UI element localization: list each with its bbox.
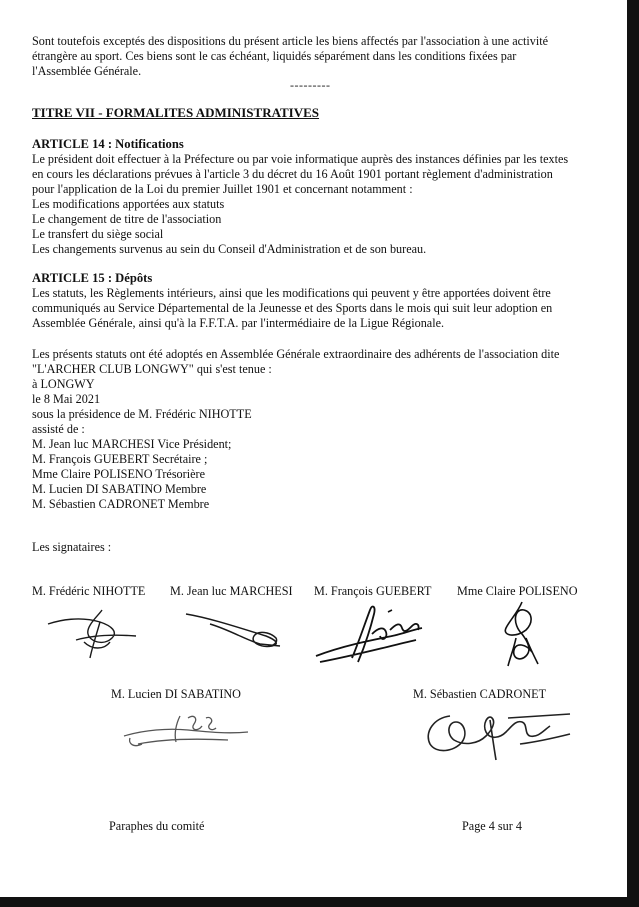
signataires-label: Les signataires :: [32, 540, 112, 554]
article-14: [32, 137, 608, 257]
adoption-line: le 8 Mai 2021: [32, 392, 101, 406]
signature-nihotte: [40, 606, 150, 661]
adoption-line: à LONGWY: [32, 377, 95, 391]
section-title: TITRE VII - FORMALITES ADMINISTRATIVES: [32, 105, 320, 120]
adoption-line: M. François GUEBERT Secrétaire ;: [32, 452, 208, 466]
signature-poliseno: [492, 598, 552, 670]
page-shadow-bottom: [0, 897, 639, 907]
adoption-line: M. Sébastien CADRONET Membre: [32, 497, 210, 511]
signatory-name: M. Lucien DI SABATINO: [111, 687, 241, 701]
signature-di-sabatino: [118, 708, 253, 754]
signatory-name: M. Sébastien CADRONET: [413, 687, 547, 701]
signatory-name: M. Jean luc MARCHESI: [170, 584, 293, 598]
section-separator: ---------: [290, 78, 331, 92]
article-heading: ARTICLE 15 : Dépôts: [32, 271, 153, 285]
signatory-name: M. Frédéric NIHOTTE: [32, 584, 146, 598]
intro-paragraph: [32, 34, 608, 79]
signatory-name: Mme Claire POLISENO: [457, 584, 578, 598]
page-number: Page 4 sur 4: [462, 819, 522, 833]
signature-guebert: [312, 600, 442, 670]
intro-line: l'Assemblée Générale.: [32, 64, 142, 78]
paragraph-line: Assemblée Générale, ainsi qu'à la F.F.T.A. par l'intermédiaire de la Ligue Régionale.: [32, 316, 445, 330]
adoption-line: sous la présidence de M. Frédéric NIHOTTE: [32, 407, 252, 421]
paragraph-line: pour l'application de la Loi du premier Juillet 1901 et concernant notamment :: [32, 182, 413, 196]
signature-marchesi: [180, 606, 290, 656]
paragraph-line: communiqués au Service Départemental de la Jeunesse et des Sports dans le mois qui suit leur adoption en: [32, 301, 553, 315]
list-item: Le transfert du siège social: [32, 227, 164, 241]
adoption-line: M. Jean luc MARCHESI Vice Président;: [32, 437, 232, 451]
footer-paraphes: Paraphes du comité: [109, 819, 205, 833]
article-heading: ARTICLE 14 : Notifications: [32, 137, 184, 151]
signatory-name: M. François GUEBERT: [314, 584, 432, 598]
adoption-line: "L'ARCHER CLUB LONGWY" qui s'est tenue :: [32, 362, 272, 376]
adoption-line: Les présents statuts ont été adoptés en Assemblée Générale extraordinaire des adhérents de l'association dite: [32, 347, 560, 361]
signature-cadronet: [420, 704, 580, 764]
list-item: Le changement de titre de l'association: [32, 212, 222, 226]
list-item: Les changements survenus au sein du Conseil d'Administration et de son bureau.: [32, 242, 427, 256]
paragraph-line: Les statuts, les Règlements intérieurs, ainsi que les modifications qui peuvent y être apportées doivent être: [32, 286, 551, 300]
page-shadow-right: [627, 0, 639, 907]
adoption-line: assisté de :: [32, 422, 85, 436]
intro-line: Sont toutefois exceptés des dispositions du présent article les biens affectés par l'association à une activité: [32, 34, 549, 48]
adoption-line: M. Lucien DI SABATINO Membre: [32, 482, 207, 496]
list-item: Les modifications apportées aux statuts: [32, 197, 225, 211]
article-15: [32, 271, 608, 331]
paragraph-line: en cours les déclarations prévues à l'article 3 du décret du 16 Août 1901 portant règlement d'administration: [32, 167, 553, 181]
intro-line: étrangère au sport. Ces biens sont le cas échéant, liquidés séparément dans les conditions fixées par: [32, 49, 517, 63]
paragraph-line: Le président doit effectuer à la Préfecture ou par voie informatique auprès des instances définies par les textes: [32, 152, 569, 166]
adoption-line: Mme Claire POLISENO Trésorière: [32, 467, 205, 481]
adoption-block: [32, 347, 608, 512]
